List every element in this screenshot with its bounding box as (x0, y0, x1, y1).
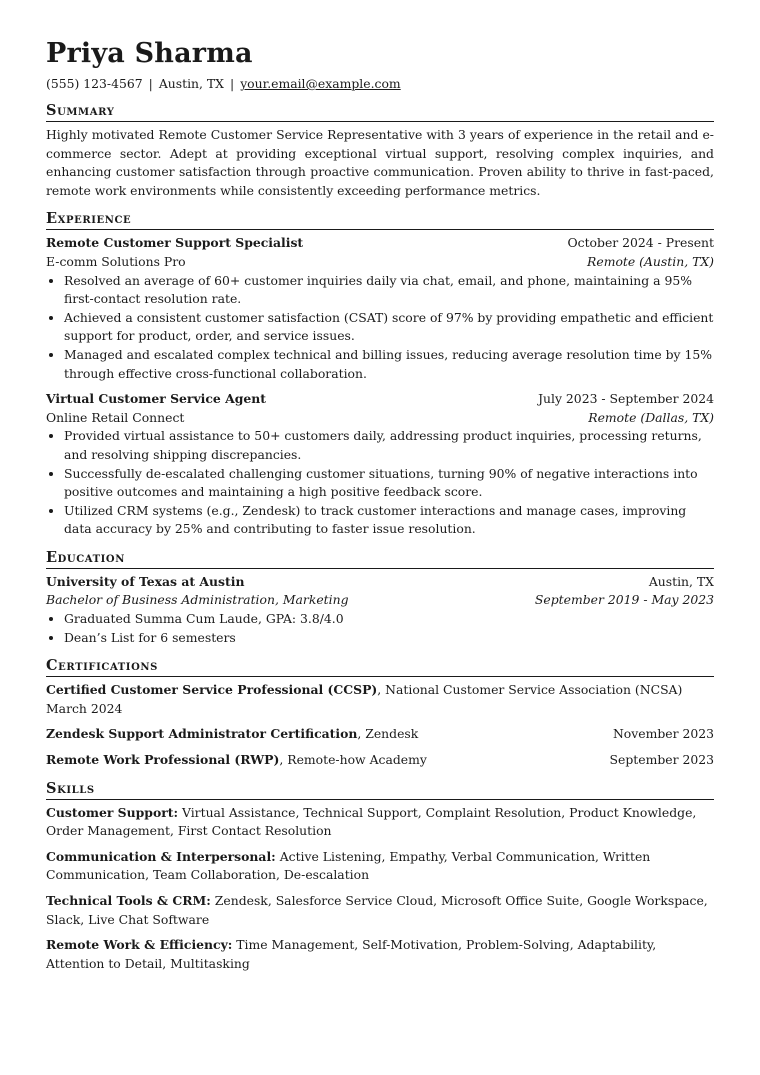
phone-number: (555) 123-4567 (46, 76, 143, 91)
contact-separator: | (148, 76, 153, 91)
job-bullets (46, 427, 714, 539)
certification-date: March 2024 (46, 700, 123, 716)
job-company: Online Retail Connect (46, 409, 185, 425)
section-title-education: Education (46, 549, 714, 569)
email-link[interactable]: your.email@example.com (240, 76, 401, 91)
certification-date: November 2023 (612, 726, 714, 742)
skill-group (46, 848, 714, 885)
section-title-certifications: Certifications (46, 657, 714, 677)
list-item: • Resolved an average of 60+ customer inquiries daily via chat, email, and phone, maintaining a 95% first-contact resolution rate. (64, 272, 714, 309)
job-bullets (46, 272, 714, 384)
skill-group-label: Communication & Interpersonal: (46, 848, 276, 864)
job-entry (46, 390, 714, 539)
list-item: • Successfully de-escalated challenging customer situations, turning 90% of negative interactions into positive outcomes and maintaining a high positive feedback score. (64, 465, 714, 502)
skill-group-text: Zendesk, Salesforce Service Cloud, Microsoft Office Suite, Google Workspace, Slack, Live Chat Software (46, 893, 708, 927)
certifications-section (46, 657, 714, 769)
list-item: • Achieved a consistent customer satisfaction (CSAT) score of 97% by providing empathetic and efficient support for product, order, and service issues. (64, 309, 714, 346)
certification-issuer: , National Customer Service Association (NCSA) (377, 682, 683, 698)
certification-issuer: , Zendesk (357, 726, 419, 742)
summary-text: Highly motivated Remote Customer Service Representative with 3 years of experience in the retail and e-commerce sector. Adept at providing exceptional virtual support, resolving complex inquiries, and enhancing customer satisfaction through proactive communication. Proven ability to thrive in fast-paced, remote work environments while consistently exceeding performance metrics. (46, 127, 714, 198)
job-company: E-comm Solutions Pro (46, 253, 186, 269)
education-section (46, 549, 714, 647)
skill-group (46, 892, 714, 929)
skill-group (46, 804, 714, 841)
job-location: Remote (Dallas, TX) (588, 409, 714, 425)
list-item: • Managed and escalated complex technical and billing issues, reducing average resolution time by 15% through effective cross-functional collaboration. (64, 346, 714, 383)
certification-name: Remote Work Professional (RWP) (46, 752, 280, 768)
contact-separator: | (230, 76, 235, 91)
certification-entry (46, 725, 714, 744)
certification-entry (46, 751, 714, 770)
location: Austin, TX (158, 76, 224, 91)
job-location: Remote (Austin, TX) (587, 253, 714, 269)
list-item: • Graduated Summa Cum Laude, GPA: 3.8/4.0 (64, 610, 714, 629)
section-title-experience: Experience (46, 210, 714, 230)
experience-section (46, 210, 714, 539)
skill-group-label: Technical Tools & CRM: (46, 893, 211, 908)
job-role: Remote Customer Support Specialist (46, 235, 304, 251)
certification-name: Certified Customer Service Professional (CCSP) (46, 682, 378, 698)
school-location: Austin, TX (648, 573, 714, 589)
certification-date: September 2023 (609, 752, 714, 768)
summary-section (46, 102, 714, 200)
section-title-summary: Summary (46, 102, 714, 122)
list-item: • Provided virtual assistance to 50+ customers daily, addressing product inquiries, processing returns, and resolving shipping discrepancies. (64, 427, 714, 464)
skill-group-label: Customer Support: (46, 804, 179, 820)
certification-issuer: , Remote-how Academy (279, 752, 427, 768)
skill-group-text: Time Management, Self-Motivation, Problem-Solving, Adaptability, Attention to Detail, Multitasking (46, 937, 657, 971)
skill-group-text: Active Listening, Empathy, Verbal Communication, Written Communication, Team Collaboration, De-escalation (46, 848, 651, 883)
job-role: Virtual Customer Service Agent (46, 391, 266, 407)
school-name: University of Texas at Austin (46, 573, 245, 589)
list-item: • Dean’s List for 6 semesters (64, 629, 714, 648)
job-dates: October 2024 - Present (567, 235, 714, 251)
section-title-skills: Skills (46, 780, 714, 800)
contact-line (46, 76, 714, 92)
skills-section (46, 780, 714, 974)
skill-group (46, 936, 714, 973)
degree: Bachelor of Business Administration, Marketing (46, 592, 349, 608)
certification-name: Zendesk Support Administrator Certification (46, 726, 358, 742)
candidate-name: Priya Sharma (46, 38, 253, 69)
education-bullets (46, 610, 714, 647)
list-item: • Utilized CRM systems (e.g., Zendesk) to track customer interactions and manage cases, improving data accuracy by 25% and contributing to faster issue resolution. (64, 502, 714, 539)
education-dates: September 2019 - May 2023 (534, 592, 714, 608)
certification-entry (46, 681, 714, 718)
skill-group-text: Virtual Assistance, Technical Support, Complaint Resolution, Product Knowledge, Order Management, First Contact Resolution (46, 804, 697, 839)
job-dates: July 2023 - September 2024 (538, 391, 714, 407)
job-entry (46, 234, 714, 383)
skill-group-label: Remote Work & Efficiency: (46, 937, 233, 953)
